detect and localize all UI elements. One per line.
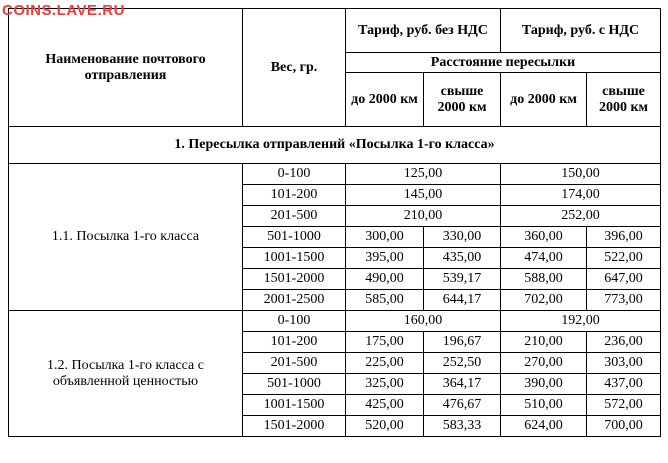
header-over-2000: свыше 2000 км [424,73,501,127]
tariff-vat-over-2000-cell: 572,00 [587,395,661,416]
tariff-no-vat-cell: 125,00 [346,164,501,185]
tariff-vat-up-to-2000-cell: 390,00 [501,374,587,395]
group-name: 1.2. Посылка 1-го класса с объявленной ценностью [9,311,243,437]
weight-cell: 0-100 [243,164,346,185]
tariff-vat-up-to-2000-cell: 270,00 [501,353,587,374]
tariff-no-vat-up-to-2000-cell: 395,00 [346,248,424,269]
weight-cell: 201-500 [243,353,346,374]
tariff-no-vat-over-2000-cell: 583,33 [424,416,501,437]
header-name-column: Наименование почтового отправления [9,9,243,127]
tariff-no-vat-cell: 210,00 [346,206,501,227]
tariff-vat-cell: 150,00 [501,164,661,185]
tariff-table [8,8,661,437]
header-up-to-2000: до 2000 км [346,73,424,127]
weight-cell: 1001-1500 [243,395,346,416]
tariff-no-vat-up-to-2000-cell: 585,00 [346,290,424,311]
tariff-vat-cell: 192,00 [501,311,661,332]
tariff-vat-up-to-2000-cell: 210,00 [501,332,587,353]
section-title: 1. Пересылка отправлений «Посылка 1-го класса» [9,127,661,164]
tariff-no-vat-up-to-2000-cell: 175,00 [346,332,424,353]
tariff-no-vat-over-2000-cell: 196,67 [424,332,501,353]
weight-cell: 201-500 [243,206,346,227]
tariff-no-vat-over-2000-cell: 539,17 [424,269,501,290]
tariff-no-vat-cell: 160,00 [346,311,501,332]
header-over-2000-vat: свыше 2000 км [587,73,661,127]
weight-cell: 101-200 [243,332,346,353]
tariff-no-vat-over-2000-cell: 364,17 [424,374,501,395]
tariff-no-vat-over-2000-cell: 435,00 [424,248,501,269]
tariff-no-vat-over-2000-cell: 330,00 [424,227,501,248]
header-tariff-no-vat: Тариф, руб. без НДС [346,9,501,53]
tariff-vat-over-2000-cell: 236,00 [587,332,661,353]
weight-cell: 1501-2000 [243,269,346,290]
tariff-no-vat-up-to-2000-cell: 490,00 [346,269,424,290]
watermark-text: COINS.LAVE.RU [2,2,125,19]
table-row [9,164,661,185]
header-distance: Расстояние пересылки [346,53,661,73]
weight-cell: 501-1000 [243,374,346,395]
weight-cell: 1501-2000 [243,416,346,437]
tariff-no-vat-up-to-2000-cell: 425,00 [346,395,424,416]
tariff-vat-up-to-2000-cell: 588,00 [501,269,587,290]
tariff-no-vat-up-to-2000-cell: 520,00 [346,416,424,437]
header-up-to-2000-vat: до 2000 км [501,73,587,127]
tariff-no-vat-over-2000-cell: 644,17 [424,290,501,311]
tariff-vat-up-to-2000-cell: 360,00 [501,227,587,248]
tariff-vat-over-2000-cell: 700,00 [587,416,661,437]
tariff-vat-up-to-2000-cell: 702,00 [501,290,587,311]
tariff-no-vat-up-to-2000-cell: 325,00 [346,374,424,395]
tariff-no-vat-up-to-2000-cell: 225,00 [346,353,424,374]
weight-cell: 501-1000 [243,227,346,248]
tariff-vat-over-2000-cell: 396,00 [587,227,661,248]
table-row [9,311,661,332]
tariff-vat-cell: 252,00 [501,206,661,227]
tariff-no-vat-cell: 145,00 [346,185,501,206]
tariff-vat-over-2000-cell: 522,00 [587,248,661,269]
weight-cell: 101-200 [243,185,346,206]
group-name: 1.1. Посылка 1-го класса [9,164,243,311]
tariff-no-vat-up-to-2000-cell: 300,00 [346,227,424,248]
tariff-vat-over-2000-cell: 437,00 [587,374,661,395]
tariff-no-vat-over-2000-cell: 252,50 [424,353,501,374]
tariff-vat-cell: 174,00 [501,185,661,206]
tariff-vat-over-2000-cell: 773,00 [587,290,661,311]
tariff-vat-up-to-2000-cell: 510,00 [501,395,587,416]
weight-cell: 0-100 [243,311,346,332]
tariff-vat-over-2000-cell: 303,00 [587,353,661,374]
header-weight-column: Вес, гр. [243,9,346,127]
weight-cell: 2001-2500 [243,290,346,311]
header-tariff-vat: Тариф, руб. с НДС [501,9,661,53]
tariff-vat-up-to-2000-cell: 624,00 [501,416,587,437]
weight-cell: 1001-1500 [243,248,346,269]
tariff-no-vat-over-2000-cell: 476,67 [424,395,501,416]
tariff-vat-up-to-2000-cell: 474,00 [501,248,587,269]
tariff-vat-over-2000-cell: 647,00 [587,269,661,290]
